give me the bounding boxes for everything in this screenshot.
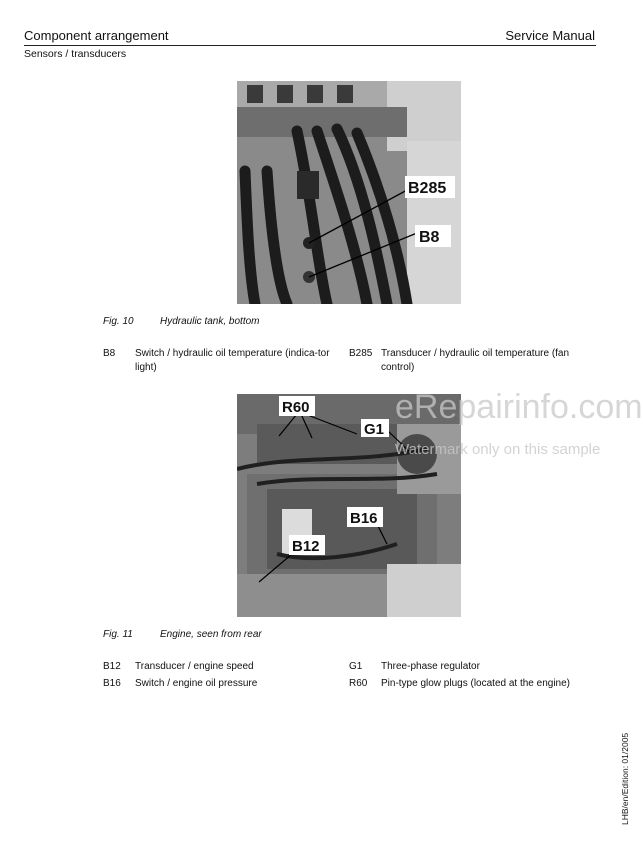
legend-desc: Transducer / engine speed bbox=[135, 661, 254, 672]
legend-desc: Transducer / hydraulic oil temperature (fan control) bbox=[381, 348, 570, 373]
figure-number: Fig. 11 bbox=[103, 629, 133, 640]
callout-r60: R60 bbox=[282, 399, 310, 416]
section-title: Component arrangement bbox=[24, 28, 169, 43]
figure-number: Fig. 10 bbox=[103, 316, 134, 327]
figure-10-caption bbox=[103, 316, 403, 330]
watermark-main: eRepairinfo.com bbox=[395, 388, 643, 426]
callout-b8: B8 bbox=[419, 229, 440, 246]
figure-10-photo bbox=[237, 81, 461, 304]
callout-b16: B16 bbox=[350, 510, 378, 527]
legend-desc: Switch / hydraulic oil temperature (indica-tor light) bbox=[135, 348, 330, 373]
callout-b12: B12 bbox=[292, 538, 320, 555]
figure-caption-text: Engine, seen from rear bbox=[160, 629, 262, 640]
section-subtitle: Sensors / transducers bbox=[24, 48, 127, 60]
legend-code: G1 bbox=[349, 661, 363, 672]
watermark-sub: Watermark only on this sample bbox=[395, 441, 601, 458]
legend-code: B8 bbox=[103, 348, 116, 359]
legend-code: R60 bbox=[349, 678, 368, 689]
header-rule bbox=[24, 45, 596, 46]
legend-code: B16 bbox=[103, 678, 121, 689]
callout-g1: G1 bbox=[364, 421, 385, 438]
edition-label: LHB/en/Edition: 01/2005 bbox=[620, 732, 630, 825]
legend-desc: Pin-type glow plugs (located at the engine) bbox=[381, 678, 571, 689]
legend-desc: Three-phase regulator bbox=[381, 661, 480, 672]
legend-desc: Switch / engine oil pressure bbox=[135, 678, 258, 689]
figure-caption-text: Hydraulic tank, bottom bbox=[160, 316, 260, 327]
callout-b285: B285 bbox=[408, 180, 447, 197]
legend-code: B285 bbox=[349, 348, 373, 359]
manual-label: Service Manual bbox=[505, 28, 595, 43]
legend-code: B12 bbox=[103, 661, 121, 672]
figure-11-photo bbox=[237, 394, 461, 617]
figure-11-caption bbox=[103, 629, 403, 643]
